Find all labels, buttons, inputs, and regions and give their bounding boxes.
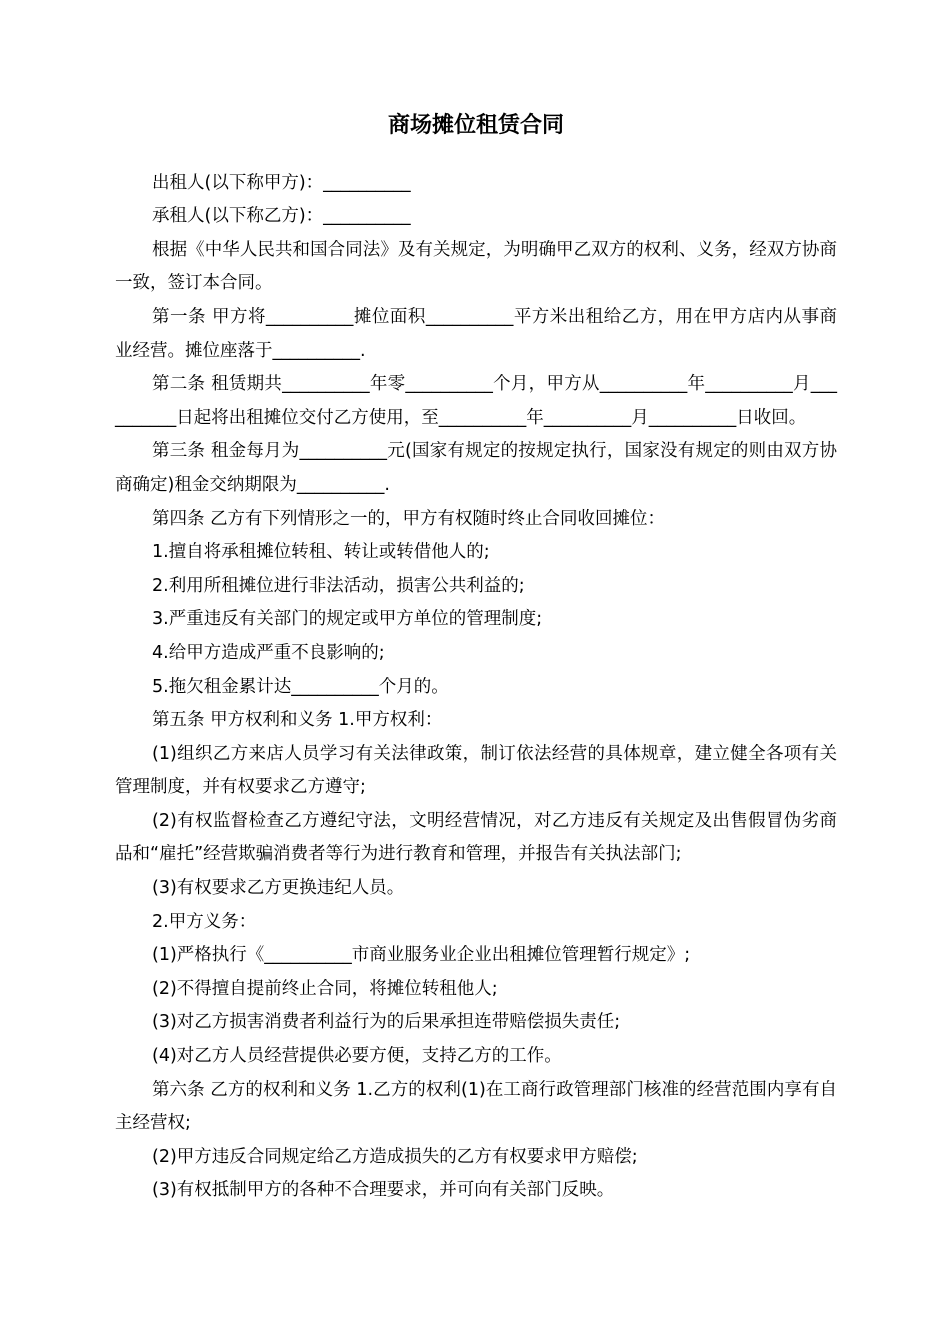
article-4-item-2: 2.利用所租摊位进行非法活动，损害公共利益的; xyxy=(152,575,525,596)
party-a-line: 出租人(以下称甲方)：__________ xyxy=(152,172,411,193)
article-6-paragraph: 第六条 乙方的权利和义务 1.乙方的权利(1)在工商行政管理部门核准的经营范围内享有自主经营权; xyxy=(115,1079,837,1134)
article-5-right-3: (3)有权要求乙方更换违纪人员。 xyxy=(152,878,405,899)
document-page xyxy=(115,112,837,1208)
article-5-right-2: (2)有权监督检查乙方遵纪守法，文明经营情况，对乙方违反有关规定及出售假冒伪劣商品和“雇托”经营欺骗消费者等行为进行教育和管理，并报告有关执法部门; xyxy=(115,810,837,865)
preamble-paragraph: 根据《中华人民共和国合同法》及有关规定，为明确甲乙双方的权利、义务，经双方协商一致，签订本合同。 xyxy=(115,239,837,294)
document-title: 商场摊位租赁合同 xyxy=(387,113,564,138)
article-4-paragraph: 第四条 乙方有下列情形之一的，甲方有权随时终止合同收回摊位： xyxy=(152,508,666,529)
article-6-right-2: (2)甲方违反合同规定给乙方造成损失的乙方有权要求甲方赔偿; xyxy=(152,1146,638,1167)
article-5-duty-2: (2)不得擅自提前终止合同，将摊位转租他人; xyxy=(152,978,498,999)
article-5-right-1: (1)组织乙方来店人员学习有关法律政策，制订依法经营的具体规章，建立健全各项有关管理制度，并有权要求乙方遵守; xyxy=(115,743,837,798)
article-5-duty-3: (3)对乙方损害消费者利益行为的后果承担连带赔偿损失责任; xyxy=(152,1012,621,1033)
article-4-item-1: 1.擅自将承租摊位转租、转让或转借他人的; xyxy=(152,542,490,563)
article-1-paragraph: 第一条 甲方将__________摊位面积__________平方米出租给乙方，用在甲方店内从事商业经营。摊位座落于__________. xyxy=(115,306,837,361)
article-4-item-5: 5.拖欠租金累计达__________个月的。 xyxy=(152,676,449,697)
article-6-right-3: (3)有权抵制甲方的各种不合理要求，并可向有关部门反映。 xyxy=(152,1180,615,1201)
article-4-item-3: 3.严重违反有关部门的规定或甲方单位的管理制度; xyxy=(152,609,543,630)
article-5-duty-1: (1)严格执行《__________市商业服务业企业出租摊位管理暂行规定》; xyxy=(152,945,691,966)
article-2-paragraph: 第二条 租赁期共__________年零__________个月，甲方从__________年__________月__________日起将出租摊位交付乙方使用，至__________年__________月__________日收回。 xyxy=(115,374,837,428)
article-4-item-4: 4.给甲方造成严重不良影响的; xyxy=(152,642,385,663)
article-3-paragraph: 第三条 租金每月为__________元(国家有规定的按规定执行，国家没有规定的则由双方协商确定)租金交纳期限为__________. xyxy=(115,441,837,495)
article-5-paragraph: 第五条 甲方权利和义务 1.甲方权利： xyxy=(152,710,443,731)
party-b-line: 承租人(以下称乙方)：__________ xyxy=(152,206,411,227)
article-5-duty-heading: 2.甲方义务： xyxy=(152,911,257,932)
article-5-duty-4: (4)对乙方人员经营提供必要方便，支持乙方的工作。 xyxy=(152,1046,562,1067)
